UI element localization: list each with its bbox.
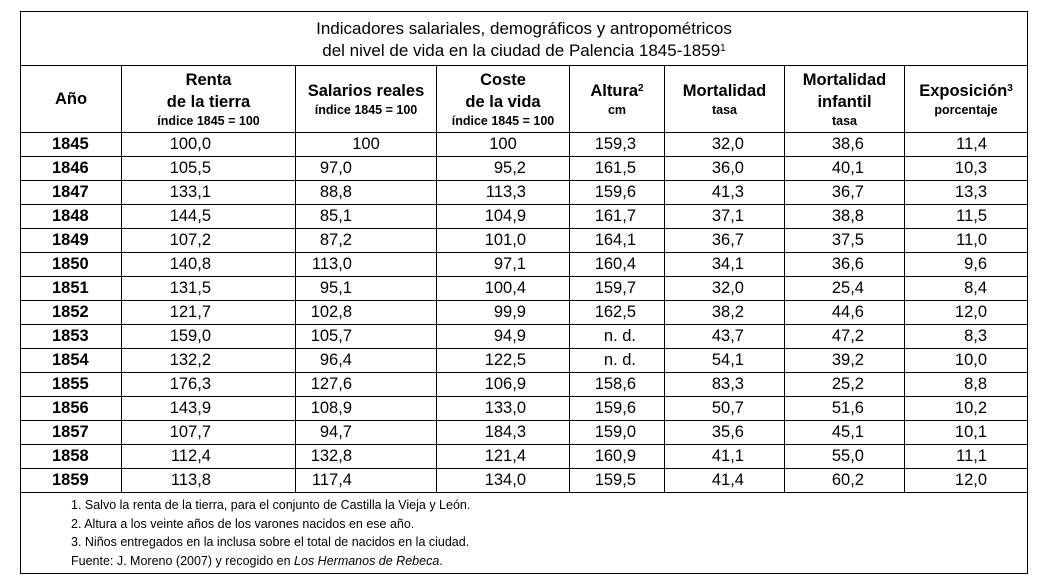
value-cell: 36,0	[665, 157, 785, 181]
value-cell: 96,4	[296, 349, 437, 373]
value-cell: 10,0	[905, 349, 1028, 373]
header-mortality: Mortalidad tasa	[665, 66, 785, 133]
table-notes	[21, 493, 1028, 574]
value-cell: 25,4	[785, 277, 905, 301]
value-cell: 11,0	[905, 229, 1028, 253]
year-cell: 1846	[21, 157, 122, 181]
note-3: 3. Niños entregados en la inclusa sobre el total de nacidos en la ciudad.	[71, 535, 470, 549]
value-cell: 38,8	[785, 205, 905, 229]
value-cell: 10,2	[905, 397, 1028, 421]
value-cell: 99,9	[437, 301, 570, 325]
value-cell: 164,1	[570, 229, 665, 253]
header-cost: Coste de la vida índice 1845 = 100	[437, 66, 570, 133]
value-cell: 105,5	[122, 157, 296, 181]
value-cell: 100,0	[122, 133, 296, 157]
value-cell: 60,2	[785, 469, 905, 493]
value-cell: 36,7	[785, 181, 905, 205]
table-row	[21, 445, 1028, 469]
value-cell: 36,7	[665, 229, 785, 253]
title-line-1: Indicadores salariales, demográficos y antropométricos	[316, 18, 732, 38]
value-cell: 87,2	[296, 229, 437, 253]
header-wages: Salarios reales índice 1845 = 100	[296, 66, 437, 133]
year-cell: 1857	[21, 421, 122, 445]
title-line-2: del nivel de vida en la ciudad de Palencia 1845-1859$^1$	[322, 40, 726, 60]
value-cell: 41,3	[665, 181, 785, 205]
value-cell: 55,0	[785, 445, 905, 469]
value-cell: 113,0	[296, 253, 437, 277]
year-cell: 1851	[21, 277, 122, 301]
year-cell: 1855	[21, 373, 122, 397]
value-cell: 100	[296, 133, 437, 157]
value-cell: 144,5	[122, 205, 296, 229]
value-cell: 100	[437, 133, 570, 157]
value-cell: 159,7	[570, 277, 665, 301]
value-cell: 54,1	[665, 349, 785, 373]
value-cell: 95,1	[296, 277, 437, 301]
table-row	[21, 397, 1028, 421]
table-row	[21, 373, 1028, 397]
value-cell: 159,6	[570, 397, 665, 421]
value-cell: 11,5	[905, 205, 1028, 229]
value-cell: 133,1	[122, 181, 296, 205]
value-cell: 44,6	[785, 301, 905, 325]
value-cell: 159,0	[122, 325, 296, 349]
value-cell: 122,5	[437, 349, 570, 373]
table-row	[21, 205, 1028, 229]
value-cell: 8,8	[905, 373, 1028, 397]
value-cell: 159,5	[570, 469, 665, 493]
value-cell: 113,8	[122, 469, 296, 493]
value-cell: 88,8	[296, 181, 437, 205]
header-row	[21, 66, 1028, 133]
table-figure	[20, 11, 1027, 574]
header-infant-mortality: Mortalidad infantil tasa	[785, 66, 905, 133]
value-cell: 41,4	[665, 469, 785, 493]
value-cell: 133,0	[437, 397, 570, 421]
value-cell: 50,7	[665, 397, 785, 421]
value-cell: 95,2	[437, 157, 570, 181]
value-cell: 100,4	[437, 277, 570, 301]
value-cell: 11,1	[905, 445, 1028, 469]
year-cell: 1858	[21, 445, 122, 469]
value-cell: 159,6	[570, 181, 665, 205]
value-cell: 121,7	[122, 301, 296, 325]
value-cell: 47,2	[785, 325, 905, 349]
value-cell: n. d.	[570, 325, 665, 349]
indicators-table	[20, 11, 1028, 574]
value-cell: 131,5	[122, 277, 296, 301]
value-cell: 25,2	[785, 373, 905, 397]
value-cell: 97,1	[437, 253, 570, 277]
value-cell: 8,4	[905, 277, 1028, 301]
value-cell: 38,6	[785, 133, 905, 157]
value-cell: 8,3	[905, 325, 1028, 349]
value-cell: 132,8	[296, 445, 437, 469]
value-cell: 51,6	[785, 397, 905, 421]
value-cell: 85,1	[296, 205, 437, 229]
title-footnote-mark: 1	[720, 42, 726, 54]
value-cell: 10,1	[905, 421, 1028, 445]
note-1: 1. Salvo la renta de la tierra, para el conjunto de Castilla la Vieja y León.	[71, 498, 471, 512]
value-cell: 108,9	[296, 397, 437, 421]
value-cell: 161,7	[570, 205, 665, 229]
value-cell: 83,3	[665, 373, 785, 397]
year-cell: 1845	[21, 133, 122, 157]
table-row	[21, 277, 1028, 301]
value-cell: 10,3	[905, 157, 1028, 181]
table-row	[21, 229, 1028, 253]
value-cell: 134,0	[437, 469, 570, 493]
value-cell: 43,7	[665, 325, 785, 349]
year-cell: 1848	[21, 205, 122, 229]
value-cell: 158,6	[570, 373, 665, 397]
value-cell: 37,5	[785, 229, 905, 253]
value-cell: 38,2	[665, 301, 785, 325]
table-row	[21, 325, 1028, 349]
year-cell: 1850	[21, 253, 122, 277]
value-cell: 159,0	[570, 421, 665, 445]
table-row	[21, 469, 1028, 493]
value-cell: 12,0	[905, 301, 1028, 325]
value-cell: 140,8	[122, 253, 296, 277]
source-note: Fuente: J. Moreno (2007) y recogido en Los Hermanos de Rebeca.	[71, 553, 443, 568]
value-cell: 9,6	[905, 253, 1028, 277]
note-2: 2. Altura a los veinte años de los varones nacidos en ese año.	[71, 516, 415, 531]
table-row	[21, 181, 1028, 205]
header-exposure: Exposición$^3$ porcentaje	[905, 66, 1028, 133]
value-cell: 97,0	[296, 157, 437, 181]
value-cell: 40,1	[785, 157, 905, 181]
value-cell: 94,7	[296, 421, 437, 445]
value-cell: 127,6	[296, 373, 437, 397]
header-height: Altura$^2$ cm	[570, 66, 665, 133]
value-cell: 121,4	[437, 445, 570, 469]
value-cell: 106,9	[437, 373, 570, 397]
table-row	[21, 253, 1028, 277]
value-cell: 102,8	[296, 301, 437, 325]
value-cell: 32,0	[665, 133, 785, 157]
value-cell: 101,0	[437, 229, 570, 253]
year-cell: 1849	[21, 229, 122, 253]
value-cell: 159,3	[570, 133, 665, 157]
value-cell: 45,1	[785, 421, 905, 445]
value-cell: n. d.	[570, 349, 665, 373]
value-cell: 113,3	[437, 181, 570, 205]
value-cell: 176,3	[122, 373, 296, 397]
year-cell: 1847	[21, 181, 122, 205]
value-cell: 37,1	[665, 205, 785, 229]
value-cell: 36,6	[785, 253, 905, 277]
value-cell: 105,7	[296, 325, 437, 349]
value-cell: 32,0	[665, 277, 785, 301]
value-cell: 132,2	[122, 349, 296, 373]
value-cell: 107,7	[122, 421, 296, 445]
value-cell: 161,5	[570, 157, 665, 181]
value-cell: 34,1	[665, 253, 785, 277]
value-cell: 94,9	[437, 325, 570, 349]
header-rent: Renta de la tierra índice 1845 = 100	[122, 66, 296, 133]
value-cell: 162,5	[570, 301, 665, 325]
table-row	[21, 301, 1028, 325]
value-cell: 12,0	[905, 469, 1028, 493]
year-cell: 1854	[21, 349, 122, 373]
table-row	[21, 421, 1028, 445]
table-row	[21, 133, 1028, 157]
value-cell: 117,4	[296, 469, 437, 493]
value-cell: 160,9	[570, 445, 665, 469]
table-body	[21, 133, 1028, 493]
year-cell: 1856	[21, 397, 122, 421]
table-title	[21, 12, 1028, 66]
header-year: Año	[21, 66, 122, 133]
value-cell: 41,1	[665, 445, 785, 469]
year-cell: 1852	[21, 301, 122, 325]
table-row	[21, 157, 1028, 181]
value-cell: 143,9	[122, 397, 296, 421]
value-cell: 160,4	[570, 253, 665, 277]
year-cell: 1853	[21, 325, 122, 349]
year-cell: 1859	[21, 469, 122, 493]
value-cell: 13,3	[905, 181, 1028, 205]
value-cell: 11,4	[905, 133, 1028, 157]
value-cell: 112,4	[122, 445, 296, 469]
value-cell: 104,9	[437, 205, 570, 229]
value-cell: 35,6	[665, 421, 785, 445]
value-cell: 39,2	[785, 349, 905, 373]
value-cell: 107,2	[122, 229, 296, 253]
table-row	[21, 349, 1028, 373]
value-cell: 184,3	[437, 421, 570, 445]
